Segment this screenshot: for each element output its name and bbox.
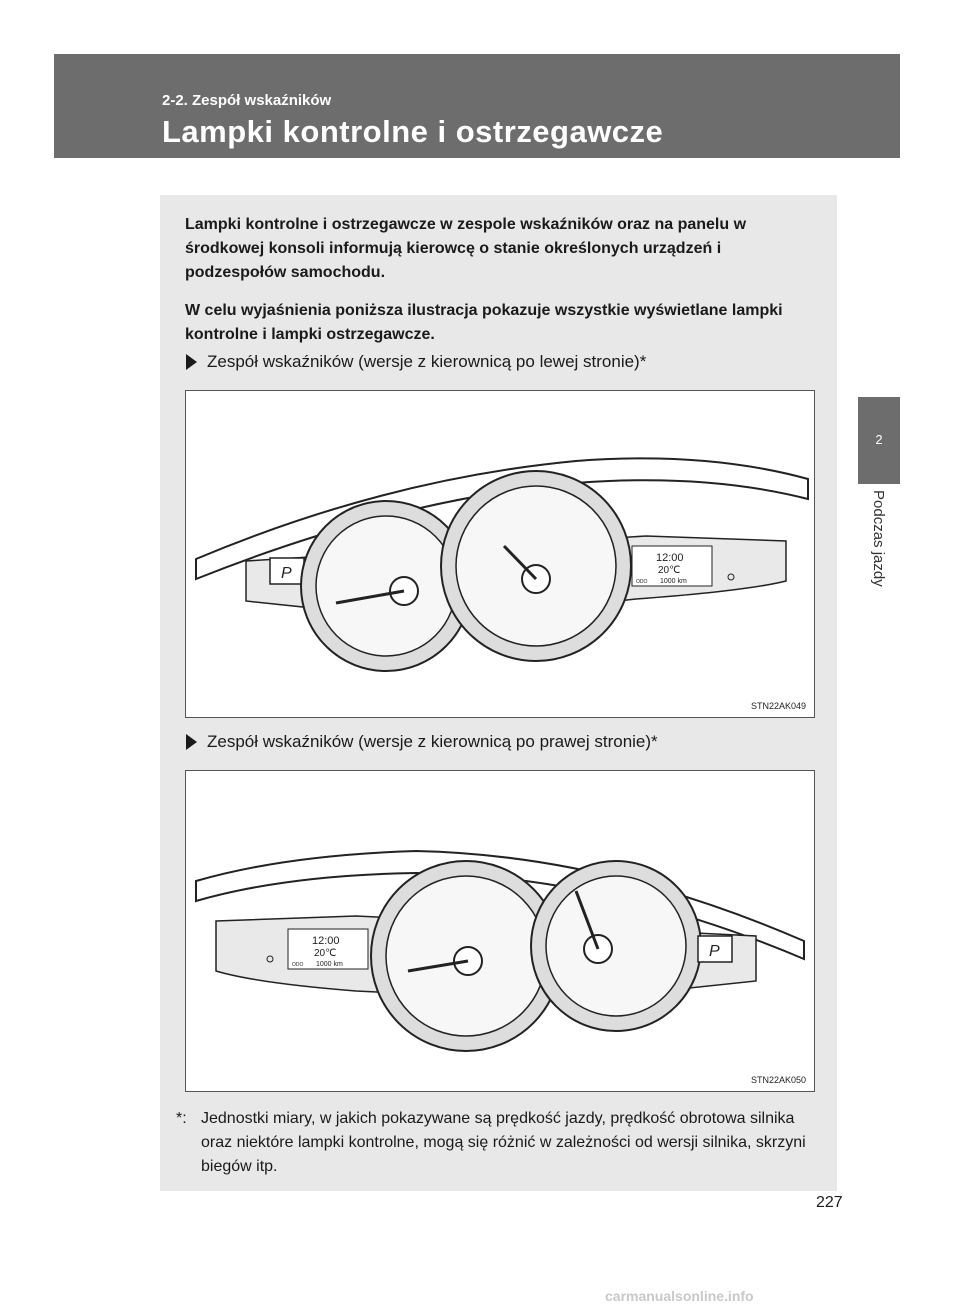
chapter-number: 2 bbox=[875, 432, 883, 447]
footnote-marker: *: bbox=[176, 1110, 187, 1127]
display-temp-rhd: 20℃ bbox=[314, 948, 337, 959]
figure-lhd-code: STN22AK049 bbox=[750, 701, 806, 711]
display-time-lhd: 12:00 bbox=[656, 552, 684, 564]
display-odo-label-lhd: ODO bbox=[636, 579, 648, 585]
bullet-rhd bbox=[186, 732, 658, 752]
watermark: carmanualsonline.info bbox=[605, 1288, 754, 1304]
figure-rhd-code: STN22AK050 bbox=[750, 1075, 806, 1085]
bullet-rhd-caption: Zespół wskaźników (wersje z kierownicą po prawej stronie)* bbox=[207, 732, 658, 751]
bullet-arrow-icon bbox=[186, 354, 197, 370]
cluster-rhd-illustration bbox=[186, 771, 814, 1091]
display-temp-lhd: 20℃ bbox=[658, 565, 681, 576]
gear-indicator-lhd: P bbox=[281, 565, 292, 582]
intro-paragraph-2: W celu wyjaśnienia poniższa ilustracja pokazuje wszystkie wyświetlane lampki kontrolne i lampki ostrzegawcze. bbox=[185, 302, 783, 343]
section-label: 2-2. Zespół wskaźników bbox=[162, 92, 332, 109]
page-number: 227 bbox=[816, 1194, 843, 1211]
bullet-lhd bbox=[186, 352, 646, 372]
chapter-header bbox=[54, 54, 900, 158]
content-box bbox=[160, 195, 837, 1191]
chapter-tab bbox=[858, 397, 900, 484]
gear-indicator-rhd: P bbox=[709, 943, 720, 960]
intro-paragraph-1: Lampki kontrolne i ostrzegawcze w zespole wskaźników oraz na panelu w środkowej konsoli informują kierowcę o stanie określonych urządzeń i podzespołów samochodu. bbox=[185, 216, 747, 281]
display-time-rhd: 12:00 bbox=[312, 935, 340, 947]
chapter-side-label bbox=[858, 490, 900, 630]
intro-text bbox=[185, 213, 825, 361]
figure-rhd bbox=[185, 770, 815, 1092]
display-odo-label-rhd: ODO bbox=[292, 962, 304, 968]
cluster-lhd-illustration bbox=[186, 391, 814, 717]
bullet-arrow-icon bbox=[186, 734, 197, 750]
figure-lhd bbox=[185, 390, 815, 718]
bullet-lhd-caption: Zespół wskaźników (wersje z kierownicą po lewej stronie)* bbox=[207, 352, 647, 371]
display-odo-lhd: 1000 km bbox=[660, 578, 687, 585]
page-title: Lampki kontrolne i ostrzegawcze bbox=[162, 114, 664, 149]
footnote-text: Jednostki miary, w jakich pokazywane są prędkość jazdy, prędkość obrotowa silnika oraz niektóre lampki kontrolne, mogą się różnić w zależności od wersji silnika, skrzyni biegów itp. bbox=[201, 1110, 806, 1175]
chapter-label: Podczas jazdy bbox=[870, 490, 887, 587]
display-odo-rhd: 1000 km bbox=[316, 961, 343, 968]
